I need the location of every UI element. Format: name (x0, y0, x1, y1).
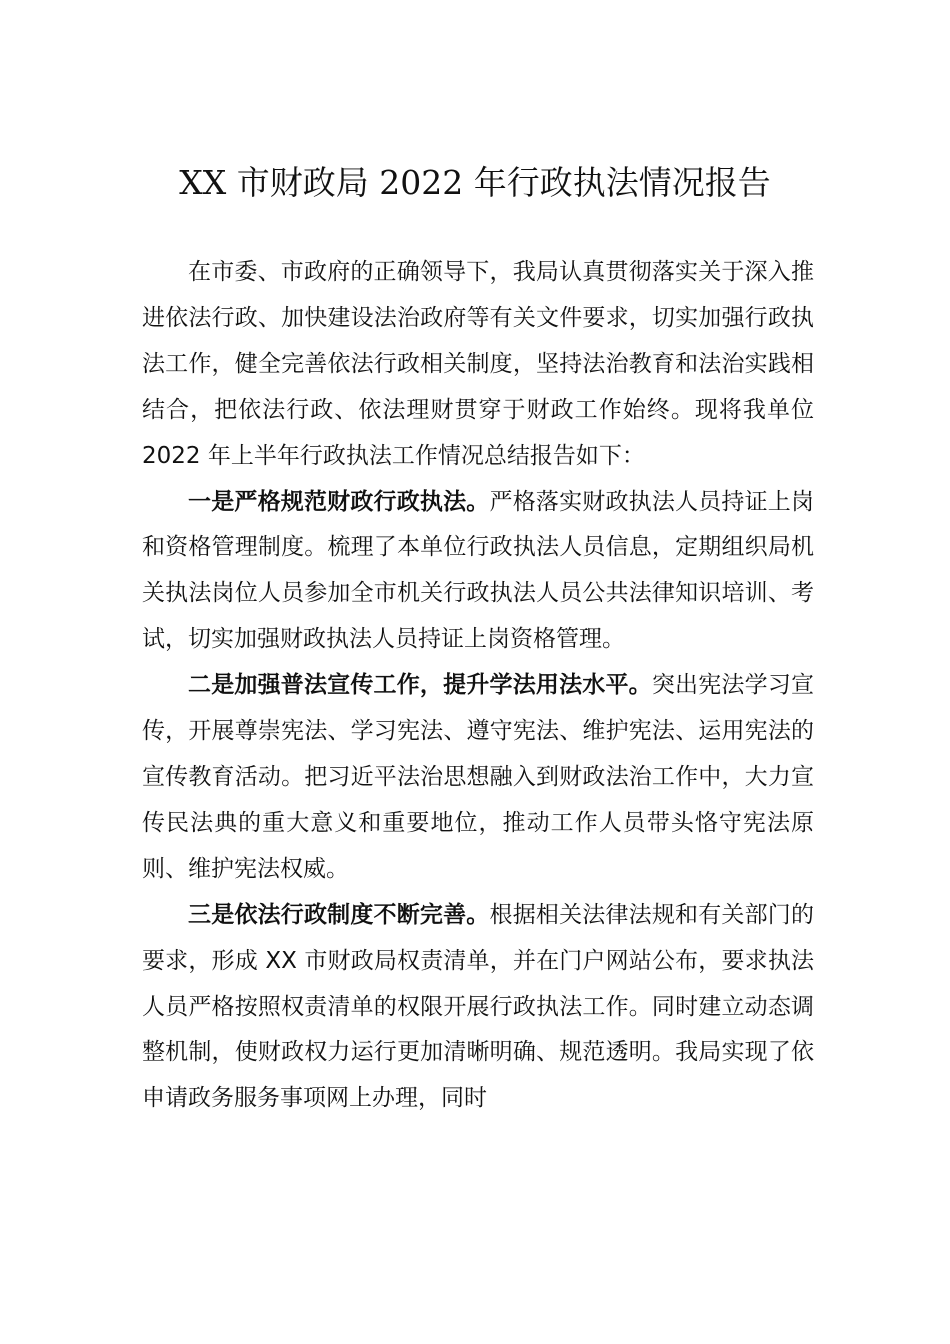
paragraph-point-one (142, 480, 814, 664)
paragraph-text: 突出宪法学习宣传，开展尊崇宪法、学习宪法、遵守宪法、维护宪法、运用宪法的宣传教育活动。把习近平法治思想融入到财政法治工作中，大力宣传民法典的重大意义和重要地位，推动工作人员带头恪守宪法原则、维护宪法权威。 (142, 672, 815, 882)
paragraph-text: 严格落实财政执法人员持证上岗和资格管理制度。梳理了本单位行政执法人员信息，定期组织局机关执法岗位人员参加全市机关行政执法人员公共法律知识培训、考试，切实加强财政执法人员持证上岗资格管理。 (142, 488, 814, 653)
paragraph-lead: 一是严格规范财政行政执法。 (188, 488, 490, 515)
document-body (142, 250, 814, 1122)
paragraph-text: 在市委、市政府的正确领导下，我局认真贯彻落实关于深入推进依法行政、加快建设法治政府等有关文件要求，切实加强行政执法工作，健全完善依法行政相关制度，坚持法治教育和法治实践相结合，把依法行政、依法理财贯穿于财政工作始终。现将我单位 2022 年上半年行政执法工作情况总结报告如下： (142, 259, 814, 469)
paragraph-point-three (142, 893, 814, 1123)
paragraph-intro (142, 250, 814, 480)
paragraph-text: 根据相关法律法规和有关部门的要求，形成 XX 市财政局权责清单，并在门户网站公布，要求执法人员严格按照权责清单的权限开展行政执法工作。同时建立动态调整机制，使财政权力运行更加清晰明确、规范透明。我局实现了依申请政务服务事项网上办理，同时 (142, 901, 814, 1112)
paragraph-lead: 二是加强普法宣传工作，提升学法用法水平。 (188, 672, 652, 699)
paragraph-point-two (142, 663, 814, 893)
paragraph-lead: 三是依法行政制度不断完善。 (188, 901, 490, 928)
document-title: XX 市财政局 2022 年行政执法情况报告 (179, 163, 771, 202)
